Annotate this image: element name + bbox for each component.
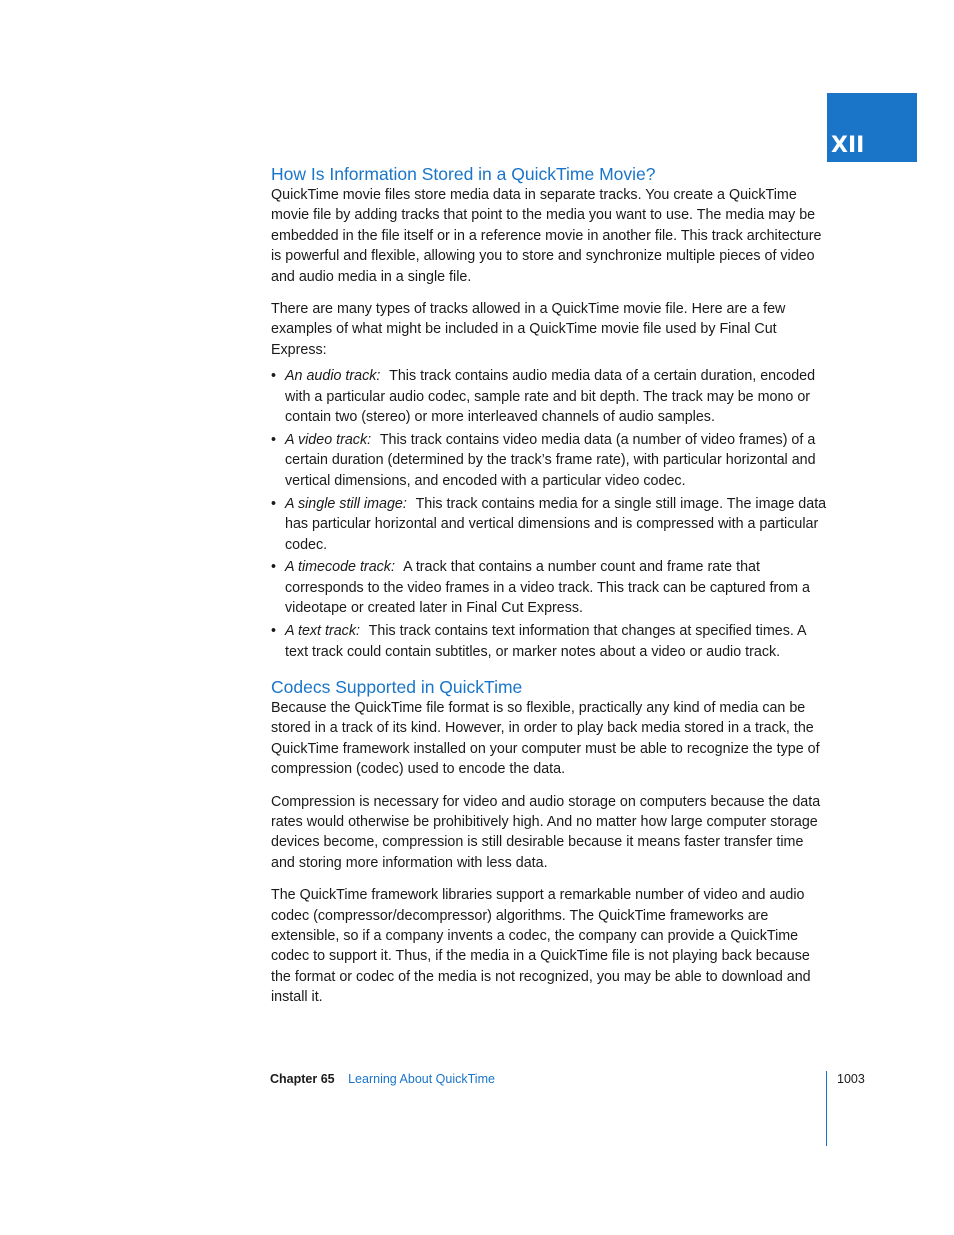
section-codecs	[271, 676, 827, 1008]
page-number: 1003	[837, 1072, 865, 1086]
footer-divider	[826, 1071, 827, 1146]
bullet-icon: •	[271, 368, 277, 385]
list-item-text: A track that contains a number count and frame rate that corresponds to the video frames in a video track. This track can be captured from a videotape or created later in Final Cut Express.	[285, 559, 811, 617]
list-item	[271, 494, 827, 555]
section-track-storage	[271, 163, 827, 662]
list-item-text: This track contains audio media data of a certain duration, encoded with a particular audio codec, sample rate and bit depth. The track may be mono or contain two (stereo) or more interleaved channels of audio samples.	[285, 368, 816, 426]
paragraph: QuickTime movie files store media data in separate tracks. You create a QuickTime movie file by adding tracks that point to the media you want to use. The media may be embedded in the file itself or in a reference movie in another file. This track architecture is powerful and flexible, allowing you to store and synchronize multiple pieces of video and audio media in a single file.	[271, 187, 822, 285]
part-tab	[827, 93, 917, 162]
list-item-text: This track contains text information that changes at specified times. A text track could contain subtitles, or marker notes about a video or audio track.	[285, 623, 806, 660]
list-item-text: This track contains video media data (a number of video frames) of a certain duration (determined by the track’s frame rate), with particular horizontal and vertical dimensions, and encoded with a particular video codec.	[285, 431, 816, 489]
list-item-term: A single still image:	[285, 495, 407, 512]
paragraph: Because the QuickTime file format is so flexible, practically any kind of media can be stored in a track of its kind. However, in order to play back media stored in a track, the QuickTime framework installed on your computer must be able to recognize the type of compression (codec) used to encode the data.	[271, 699, 820, 778]
list-item	[271, 430, 827, 491]
list-item-text: This track contains media for a single still image. The image data has particular horizontal and vertical dimensions and is compressed with a particular codec.	[285, 495, 827, 553]
footer-chapter: Chapter 65	[270, 1072, 335, 1086]
bullet-icon: •	[271, 559, 277, 576]
page-content	[271, 163, 827, 1020]
list-item	[271, 366, 827, 427]
bullet-icon: •	[271, 495, 277, 512]
list-item-term: An audio track:	[285, 368, 381, 385]
footer-chapter-title: Learning About QuickTime	[348, 1072, 495, 1086]
paragraph: There are many types of tracks allowed in a QuickTime movie file. Here are a few examples of what might be included in a QuickTime movie file used by Final Cut Express:	[271, 301, 786, 358]
list-item	[271, 557, 827, 618]
list-item	[271, 621, 827, 662]
part-tab-label: XII	[831, 133, 865, 158]
bullet-icon: •	[271, 623, 277, 640]
paragraph: Compression is necessary for video and audio storage on computers because the data rates would otherwise be prohibitively high. And no matter how large computer storage devices become, compression is still desirable because it means faster transfer time and storing more information with less data.	[271, 793, 821, 871]
list-item-term: A timecode track:	[285, 559, 395, 576]
bullet-icon: •	[271, 431, 277, 448]
paragraph: The QuickTime framework libraries support a remarkable number of video and audio codec (compressor/decompressor) algorithms. The QuickTime frameworks are extensible, so if a company invents a codec, the company can provide a QuickTime codec to support it. Thus, if the media in a QuickTime file is not playing back because the format or codec of the media is not recognized, you may be able to download and install it.	[271, 887, 811, 1006]
page-footer	[270, 1072, 495, 1086]
track-type-list	[271, 366, 827, 662]
section-heading: Codecs Supported in QuickTime	[271, 676, 523, 697]
section-heading: How Is Information Stored in a QuickTime Movie?	[271, 164, 656, 184]
list-item-term: A text track:	[285, 623, 360, 640]
list-item-term: A video track:	[285, 431, 372, 448]
